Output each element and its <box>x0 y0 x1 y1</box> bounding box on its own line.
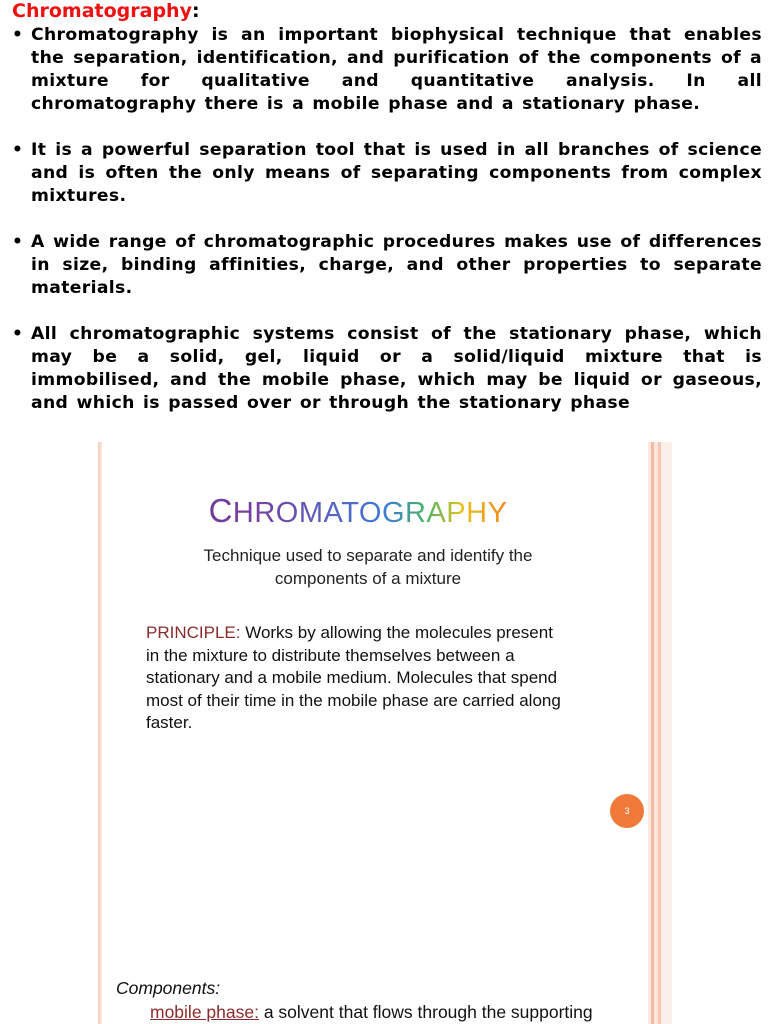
bullet-item <box>12 139 762 208</box>
bullet-item <box>12 24 762 116</box>
bullet-marker: • <box>12 25 24 45</box>
principle-label: PRINCIPLE: <box>146 623 241 642</box>
bullet-marker: • <box>12 232 24 252</box>
slide-page-number-badge <box>610 794 644 828</box>
bullet-list <box>12 24 762 432</box>
mobile-phase-text: a solvent that flows through the supporting <box>258 1002 593 1022</box>
page-title-text: Chromatography <box>12 0 192 22</box>
slide-subtitle: Technique used to separate and identify the components of a mixture <box>203 546 533 588</box>
slide-page-number: 3 <box>624 806 630 816</box>
components-label: Components: <box>116 978 221 998</box>
page-title-colon: : <box>191 0 200 22</box>
bullet-text: All chromatographic systems consist of the stationary phase, which may be a solid, gel, liquid or a solid/liquid mixture that is immobilised, and the mobile phase, which may be liquid or gaseous, and which is passed over or through the stationary phase <box>31 324 762 413</box>
bullet-item <box>12 323 762 415</box>
slide-title-initial: C <box>208 492 233 529</box>
bullet-text: It is a powerful separation tool that is used in all branches of science and is often the only means of separating components from complex mixtures. <box>31 140 762 206</box>
bullet-marker: • <box>12 140 24 160</box>
principle-text: Works by allowing the molecules present in the mixture to distribute themselves between a stationary and a mobile medium. Molecules that spend most of their time in the mobile phase are carried along faster. <box>146 623 561 732</box>
bullet-text: Chromatography is an important biophysical technique that enables the separation, identification, and purification of the components of a mixture for qualitative and quantitative analysis. In all chromatography there is a mobile phase and a stationary phase. <box>31 25 762 114</box>
slide-title <box>98 492 618 530</box>
bullet-item <box>12 231 762 300</box>
mobile-phase-line <box>150 1002 593 1023</box>
slide-title-rest: HROMATOGRAPHY <box>232 497 508 529</box>
page-title <box>12 0 200 22</box>
slide-right-border <box>648 442 672 1024</box>
bullet-marker: • <box>12 324 24 344</box>
mobile-phase-label: mobile phase: <box>150 1002 259 1022</box>
bullet-text: A wide range of chromatographic procedures makes use of differences in size, binding affinities, charge, and other properties to separate materials. <box>31 232 762 298</box>
embedded-slide <box>98 442 672 1024</box>
principle-paragraph <box>146 622 566 735</box>
